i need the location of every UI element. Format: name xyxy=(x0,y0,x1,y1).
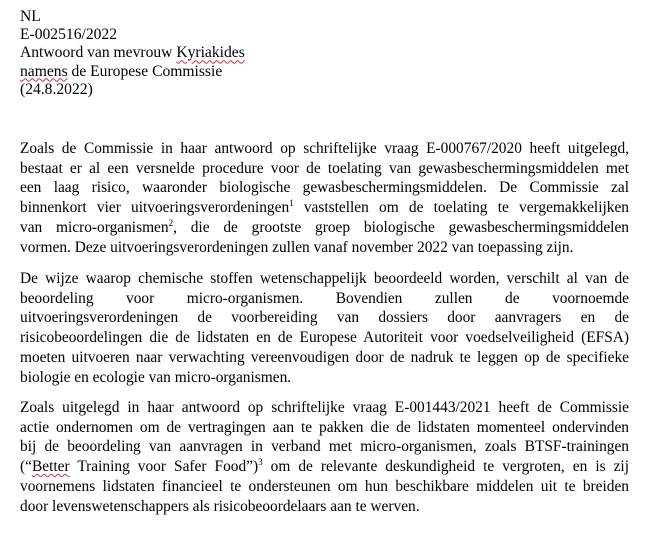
language-code: NL xyxy=(20,8,41,25)
paragraph-1-line-2: bestaat er al een versnelde procedure voor de toelating van gewasbeschermingsmiddelen met xyxy=(20,159,629,177)
paragraph-1 xyxy=(20,139,629,257)
footnote-ref-1: 1 xyxy=(289,198,294,209)
paragraph-3-line-3: bij de beoordeling van aanvragen in verband met micro-organismen, zoals BTSF-trainingen xyxy=(20,438,629,456)
paragraph-3-line-6: door levenswetenschappers als risicobeoordelaars aan te werven. xyxy=(20,497,420,515)
paragraph-2-line-1: De wijze waarop chemische stoffen wetenschappelijk beoordeeld worden, verschilt al van de xyxy=(20,270,629,287)
on-behalf-word: namens xyxy=(20,62,68,80)
on-behalf-line xyxy=(20,63,245,81)
on-behalf-rest: de Europese Commissie xyxy=(67,62,223,80)
paragraph-1-line-1: Zoals de Commissie in haar antwoord op schriftelijke vraag E-000767/2020 heeft uitgelegd, xyxy=(20,140,629,157)
paragraph-1-line-4-start: binnenkort vier uitvoeringsverordeningen xyxy=(20,199,290,217)
paragraph-2-line-4: risicobeoordelingen die de lidstaten en de Europese Autoriteit voor voedselveiligheid (EFSA) xyxy=(20,329,629,347)
footnote-ref-2: 2 xyxy=(168,217,174,228)
paragraph-2-line-5: moeten uitvoeren naar verwachting vereenvoudigen door de nadruk te leggen op de specifieke xyxy=(20,348,629,366)
paragraph-3-line-5: voornemens lidstaten financieel te ondersteunen om hun beschikbare middelen uit te breiden xyxy=(20,477,629,495)
paragraph-1-line-6: vormen. Deze uitvoeringsverordeningen zullen vanaf november 2022 van toepassing zijn. xyxy=(20,238,574,256)
paragraph-2-line-6: biologie en ecologie van micro-organismen. xyxy=(20,368,292,386)
paragraph-3-line-2: actie ondernomen om de vertragingen aan te pakken die de lidstaten momenteel ondervinden xyxy=(20,418,629,436)
paragraph-1-line-4-end: vaststellen om de toelating te vergemakkelijken xyxy=(293,199,629,217)
paragraph-1-line-3: een laag risico, waaronder biologische gewasbeschermingsmiddelen. De Commissie zal xyxy=(20,179,629,197)
paragraph-2-line-3: uitvoeringsverordeningen de voorbereiding van dossiers door aanvragers en de xyxy=(20,309,629,327)
commissioner-name: Kyriakides xyxy=(176,44,245,62)
answer-prefix: Antwoord van mevrouw xyxy=(20,44,177,62)
paragraph-1-line-5 xyxy=(20,218,629,238)
document-header xyxy=(20,8,245,99)
answer-date: (24.8.2022) xyxy=(20,80,93,98)
question-reference: E-002516/2022 xyxy=(20,26,118,44)
paragraph-3-line-1: Zoals uitgelegd in haar antwoord op schriftelijke vraag E-001443/2021 heeft de Commissie xyxy=(20,399,629,416)
paragraph-2-line-2: beoordeling voor micro-organismen. Bovendien zullen de voornoemde xyxy=(20,289,629,307)
paragraph-3 xyxy=(20,398,629,516)
paragraph-1-line-5-end: , die de grootste groep biologische gewasbeschermingsmiddelen xyxy=(173,218,629,236)
spellcheck-word-better: Better xyxy=(31,458,70,476)
paragraph-2 xyxy=(20,269,629,387)
paragraph-3-line-4-open: (“ xyxy=(20,458,32,476)
footnote-ref-3: 3 xyxy=(258,457,263,468)
paragraph-1-line-4 xyxy=(20,198,629,218)
paragraph-3-line-4-end: om de relevante deskundigheid te vergroten, en is zij xyxy=(262,458,629,476)
paragraph-1-line-5-start: van micro-organismen xyxy=(20,218,169,236)
paragraph-3-line-4-title: Training voor Safer Food”) xyxy=(69,458,259,476)
paragraph-3-line-4 xyxy=(20,457,629,477)
answer-by-line xyxy=(20,44,245,62)
